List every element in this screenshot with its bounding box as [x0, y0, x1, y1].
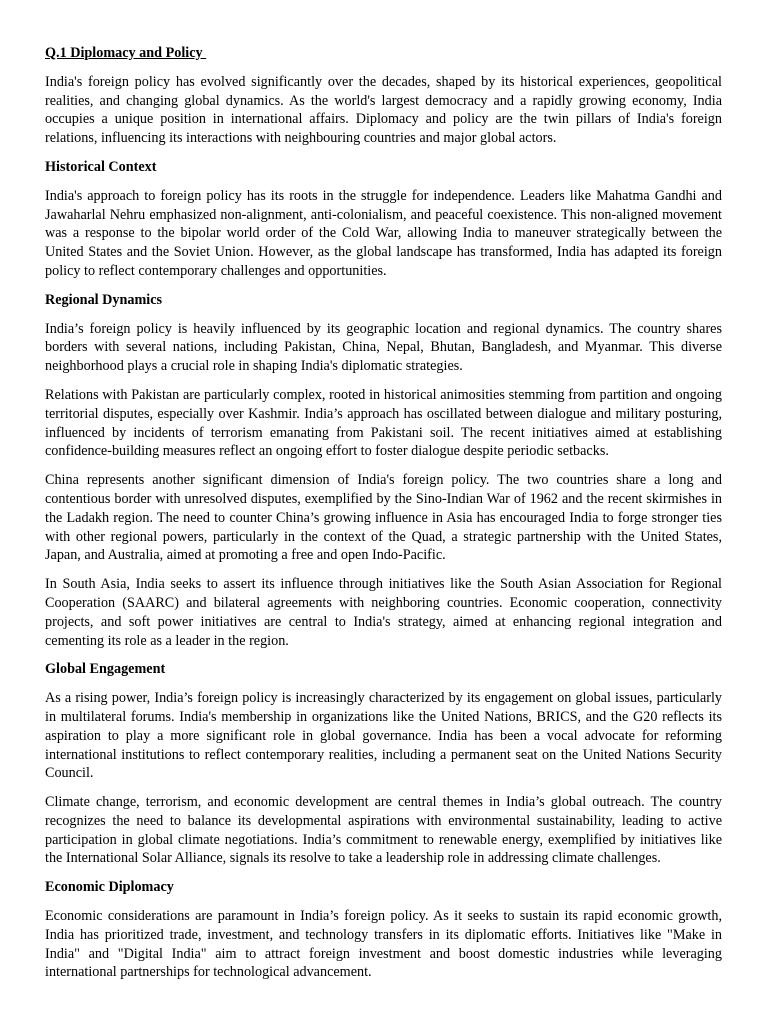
section-global-engagement — [45, 660, 722, 868]
section-paragraph: In South Asia, India seeks to assert its influence through initiatives like the South Asian Association for Regional Cooperation (SAARC) and bilateral agreements with neighboring countries. Economic cooperation, connectivity projects, and soft power initiatives are central to India's strategy, aimed at enhancing regional integration and cementing its role as a leader in the region. — [45, 576, 722, 649]
section-paragraph: As a rising power, India’s foreign policy is increasingly characterized by its engagement on global issues, particularly in multilateral forums. India's membership in organizations like the United Nations, BRICS, and the G20 reflects its aspiration to play a more significant role in global governance. India has been a vocal advocate for reforming international institutions to reflect contemporary realities, including a permanent seat on the United Nations Security Council. — [45, 690, 722, 782]
section-economic-diplomacy — [45, 878, 722, 982]
section-paragraph: India’s foreign policy is heavily influenced by its geographic location and regional dynamics. The country shares borders with several nations, including Pakistan, China, Nepal, Bhutan, Bangladesh, and Myanmar. This diverse neighborhood plays a crucial role in shaping India's diplomatic strategies. — [45, 320, 722, 375]
section-heading: Global Engagement — [45, 661, 166, 678]
section-regional-dynamics — [45, 291, 722, 651]
section-paragraph: Climate change, terrorism, and economic development are central themes in India’s global outreach. The country recognizes the need to balance its developmental aspirations with environmental sustainability, leading to active participation in global climate negotiations. India’s commitment to renewable energy, exemplified by initiatives like the International Solar Alliance, signals its resolve to take a leadership role in addressing climate challenges. — [45, 794, 722, 867]
section-heading: Regional Dynamics — [45, 291, 163, 308]
section-heading: Economic Diplomacy — [45, 879, 174, 896]
document-page — [45, 44, 722, 992]
document-title: Q.1 Diplomacy and Policy — [45, 45, 207, 61]
section-paragraph: India's approach to foreign policy has its roots in the struggle for independence. Leaders like Mahatma Gandhi and Jawaharlal Nehru emphasized non-alignment, anti-colonialism, and peaceful coexistence. This non-aligned movement was a response to the bipolar world order of the Cold War, allowing India to maneuver strategically between the United States and the Soviet Union. However, as the global landscape has transformed, India has adapted its foreign policy to reflect contemporary challenges and opportunities. — [45, 187, 722, 279]
section-paragraph: Economic considerations are paramount in India’s foreign policy. As it seeks to sustain its rapid economic growth, India has prioritized trade, investment, and technology transfers in its diplomatic efforts. Initiatives like "Make in India" and "Digital India" aim to attract foreign investment and boost domestic industries while leveraging international partnerships for technological advancement. — [45, 908, 722, 981]
section-paragraph: China represents another significant dimension of India's foreign policy. The two countries share a long and contentious border with unresolved disputes, exemplified by the Sino-Indian War of 1962 and the recent skirmishes in the Ladakh region. The need to counter China’s growing influence in Asia has encouraged India to forge stronger ties with other regional powers, particularly in the context of the Quad, a strategic partnership with the United States, Japan, and Australia, aimed at promoting a free and open Indo-Pacific. — [45, 472, 722, 564]
section-heading: Historical Context — [45, 158, 157, 175]
section-historical-context — [45, 158, 722, 281]
intro-paragraph: India's foreign policy has evolved significantly over the decades, shaped by its historical experiences, geopolitical realities, and changing global dynamics. As the world's largest democracy and a rapidly growing economy, India occupies a unique position in international affairs. Diplomacy and policy are the twin pillars of India's foreign relations, influencing its interactions with neighbouring countries and major global actors. — [45, 73, 722, 147]
section-paragraph: Relations with Pakistan are particularly complex, rooted in historical animosities stemming from partition and ongoing territorial disputes, especially over Kashmir. India’s approach has oscillated between dialogue and military posturing, influenced by incidents of terrorism emanating from Pakistani soil. The recent initiatives aimed at establishing confidence-building measures reflect an ongoing effort to foster dialogue despite periodic setbacks. — [45, 386, 722, 460]
